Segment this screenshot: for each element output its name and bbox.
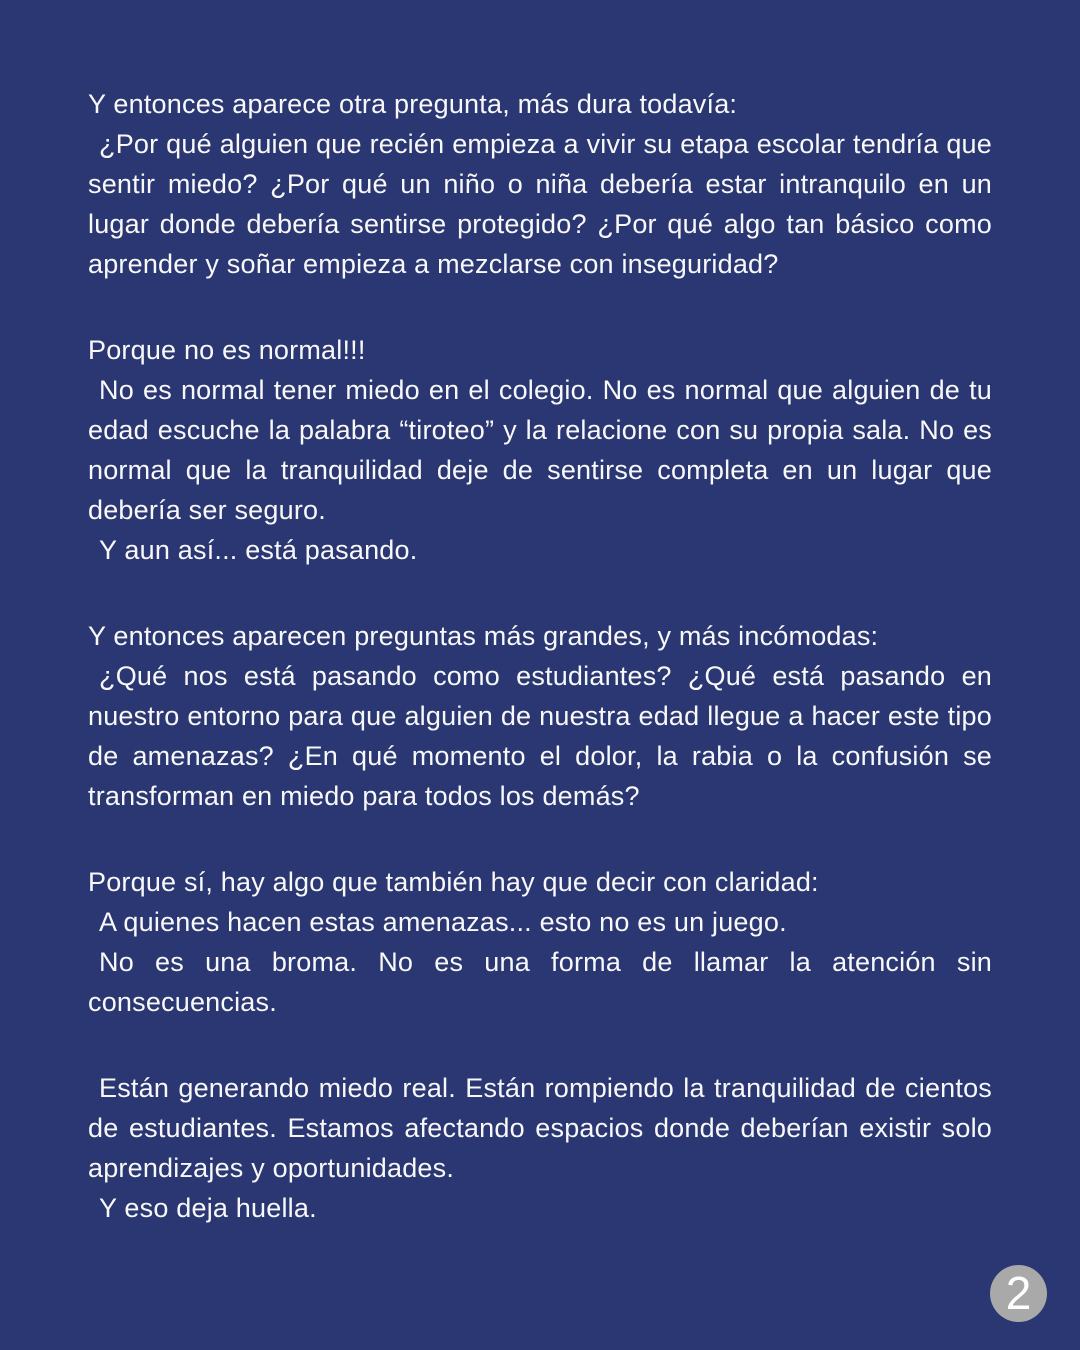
text-block-4 [88,862,992,1022]
block4-line: A quienes hacen estas amenazas... esto no es un juego. [99,907,787,937]
text-content [88,84,992,1228]
block1-paragraph: ¿Por qué alguien que recién empieza a vivir su etapa escolar tendría que sentir miedo? ¿Por qué un niño o niña debería estar intranquilo en un lugar donde debería sentirse protegido? ¿Por qué algo tan básico como aprender y soñar empieza a mezclarse con inseguridad? [88,129,992,279]
block2-closing-line: Y aun así... está pasando. [99,535,418,565]
page-number-badge [990,1265,1047,1322]
block5-paragraph: Están generando miedo real. Están rompiendo la tranquilidad de cientos de estudiantes. Estamos afectando espacios donde deberían existir solo aprendizajes y oportunidades. [88,1073,992,1183]
text-block-1 [88,84,992,284]
block4-heading: Porque sí, hay algo que también hay que decir con claridad: [88,867,819,897]
block3-paragraph: ¿Qué nos está pasando como estudiantes? ¿Qué está pasando en nuestro entorno para que alguien de nuestra edad llegue a hacer este tipo de amenazas? ¿En qué momento el dolor, la rabia o la confusión se transforman en miedo para todos los demás? [88,661,992,811]
block5-closing-line: Y eso deja huella. [99,1193,317,1223]
text-block-5 [88,1068,992,1228]
block4-paragraph: No es una broma. No es una forma de llamar la atención sin consecuencias. [88,947,992,1017]
block3-heading: Y entonces aparecen preguntas más grandes, y más incómodas: [88,621,879,651]
block1-heading: Y entonces aparece otra pregunta, más dura todavía: [88,89,738,119]
text-block-2 [88,330,992,570]
block2-heading: Porque no es normal!!! [88,335,366,365]
page-number: 2 [1005,1266,1032,1319]
text-block-3 [88,616,992,816]
block2-paragraph: No es normal tener miedo en el colegio. No es normal que alguien de tu edad escuche la palabra “tiroteo” y la relacione con su propia sala. No es normal que la tranquilidad deje de sentirse completa en un lugar que debería ser seguro. [88,375,992,525]
